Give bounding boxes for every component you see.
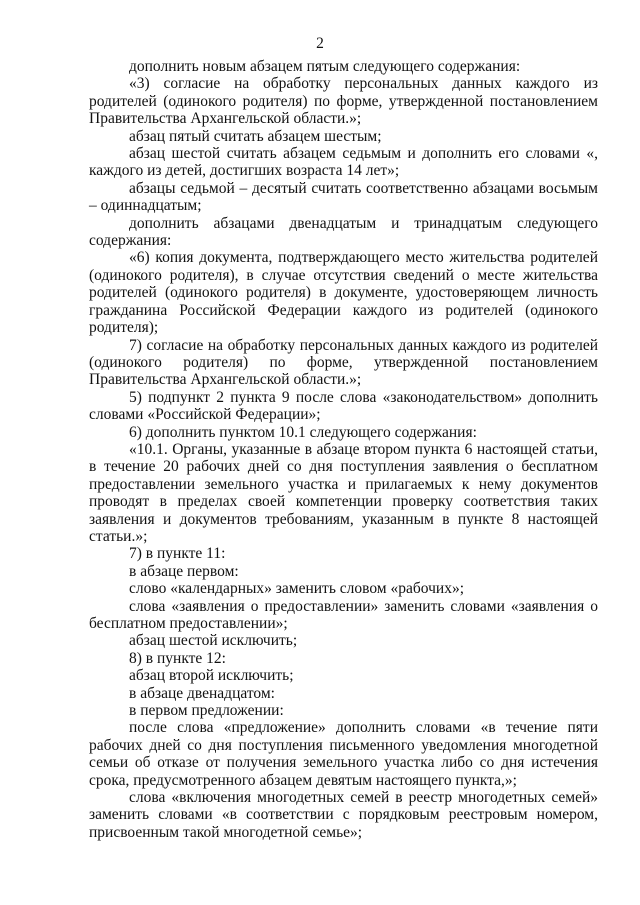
- paragraph: абзацы седьмой – десятый считать соответственно абзацами восьмым – одиннадцатым;: [89, 179, 598, 215]
- paragraph: слова «заявления о предоставлении» заменить словами «заявления о бесплатном предоставлении»;: [89, 597, 598, 632]
- paragraph: в первом предложении:: [129, 702, 284, 720]
- paragraph: абзац шестой исключить;: [129, 632, 298, 650]
- paragraph: дополнить абзацами двенадцатым и тринадцатым следующего содержания:: [89, 214, 598, 250]
- page-number: 2: [316, 35, 324, 52]
- paragraph: после слова «предложение» дополнить словами «в течение пяти рабочих дней со дня поступления письменного уведомления многодетной семьи об отказе от получения земельного участка либо со дня истечения срока, предусмотренного абзацем девятым настоящего пункта,»;: [89, 719, 598, 789]
- paragraph: 6) дополнить пунктом 10.1 следующего содержания:: [129, 423, 477, 441]
- paragraph: слово «календарных» заменить словом «рабочих»;: [129, 580, 464, 598]
- paragraph: в абзаце первом:: [129, 562, 239, 580]
- paragraph: абзац второй исключить;: [129, 667, 294, 685]
- paragraph: дополнить новым абзацем пятым следующего содержания:: [129, 58, 521, 75]
- document-body: [89, 58, 598, 841]
- paragraph: 8) в пункте 12:: [129, 649, 226, 667]
- paragraph: «3) согласие на обработку персональных данных каждого из родителей (одинокого родителя) по форме, утвержденной постановлением Правительства Архангельской области.»;: [89, 75, 598, 128]
- paragraph: 5) подпункт 2 пункта 9 после слова «законодательством» дополнить словами «Российской Федерации»;: [89, 388, 598, 424]
- paragraph: слова «включения многодетных семей в реестр многодетных семей» заменить словами «в соответствии с порядковым реестровым номером, присвоенным такой многодетной семье»;: [89, 789, 598, 841]
- paragraph: абзац шестой считать абзацем седьмым и дополнить его словами «, каждого из детей, достигших возраста 14 лет»;: [89, 145, 598, 180]
- paragraph: абзац пятый считать абзацем шестым;: [129, 127, 382, 145]
- paragraph: 7) согласие на обработку персональных данных каждого из родителей (одинокого родителя) по форме, утвержденной постановлением Правительства Архангельской области.»;: [89, 336, 598, 389]
- paragraph: «6) копия документа, подтверждающего место жительства родителей (одинокого родителя), в случае отсутствия сведений о месте жительства родителей (одинокого родителя) в документе, удостоверяющем личность гражданина Российской Федерации каждого из родителей (одинокого родителя);: [89, 249, 598, 337]
- paragraph: «10.1. Органы, указанные в абзаце втором пункта 6 настоящей статьи, в течение 20 рабочих дней со дня поступления заявления о бесплатном предоставлении земельного участка и прилагаемых к нему документов проводят в пределах своей компетенции проверку соответствия таких заявления и документов требованиям, указанным в пункте 8 настоящей статьи.»;: [89, 440, 598, 545]
- paragraph: в абзаце двенадцатом:: [129, 684, 275, 702]
- paragraph: 7) в пункте 11:: [129, 545, 226, 563]
